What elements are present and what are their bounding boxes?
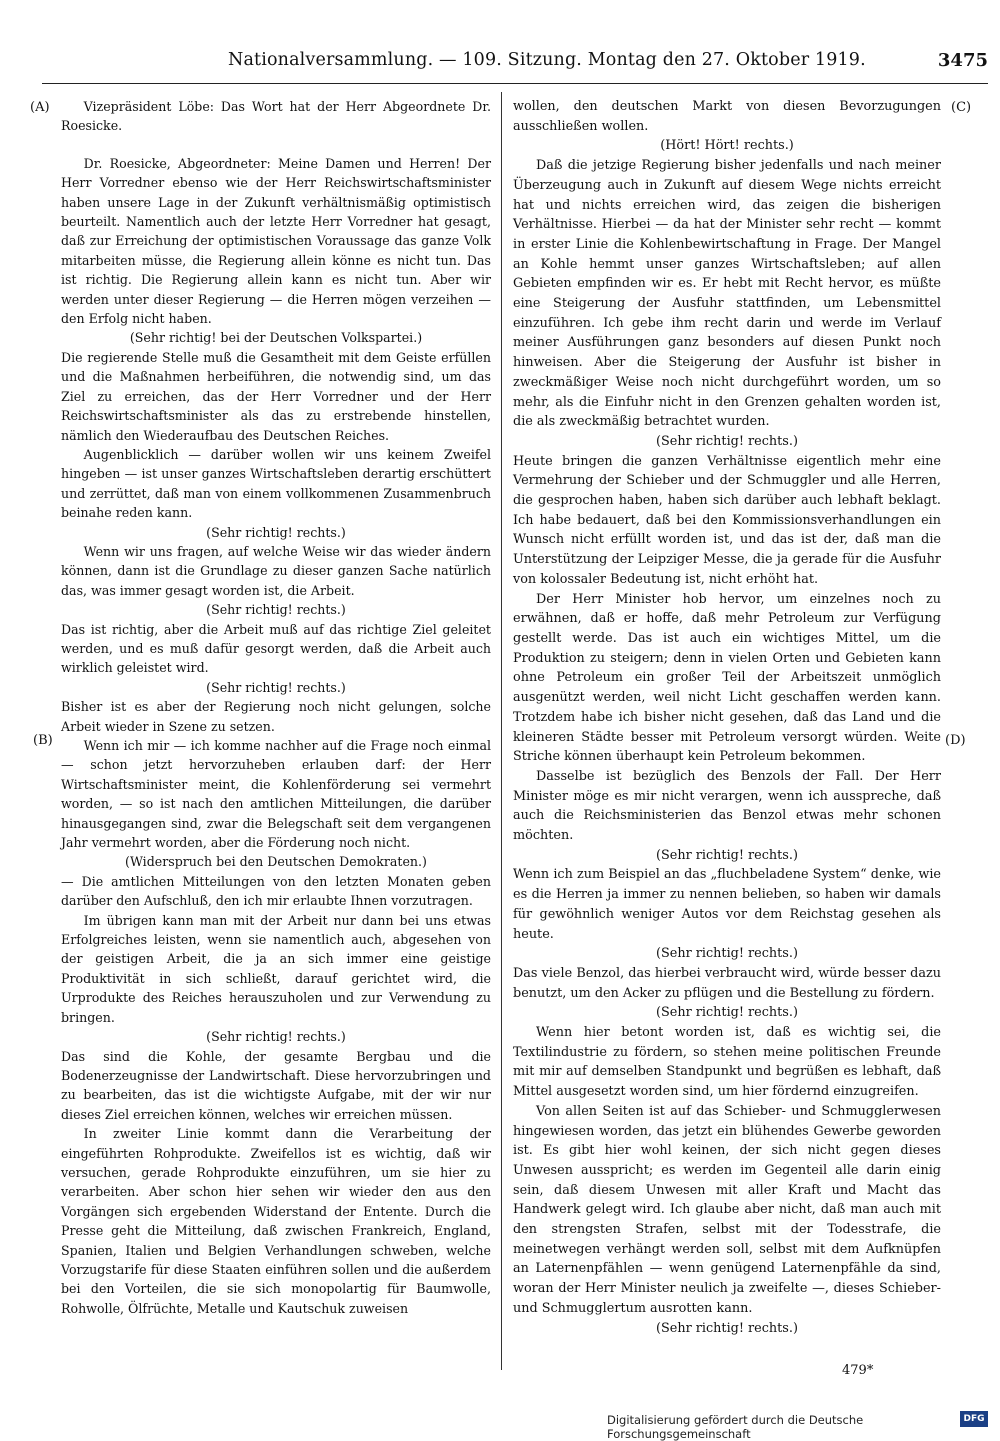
paragraph: Bisher ist es aber der Regierung noch nicht gelungen, solche Arbeit wieder in Szene zu setzen. <box>61 699 491 734</box>
interjection: (Sehr richtig! rechts.) <box>206 679 346 695</box>
interjection: (Hört! Hört! rechts.) <box>660 138 794 154</box>
dfg-logo: DFG <box>960 1411 988 1427</box>
interjection: (Sehr richtig! rechts.) <box>206 1029 346 1045</box>
paragraph: wollen, den deutschen Markt von diesen Bevorzugungen ausschließen wollen. <box>513 99 941 134</box>
paragraph: Augenblicklich — darüber wollen wir uns keinem Zweifel hingeben — ist unser ganzes Wirtschaftsleben derartig erschüttert und zerrüttet, daß man von einem vollkommenen Zusammenbruch beinahe reden kann. <box>61 446 491 521</box>
paragraph: Wenn hier betont worden ist, daß es wichtig sei, die Textilindustrie zu fördern, so stehen meine politischen Freunde mit mir auf demselben Standpunkt und begrüßen es lebhaft, daß Mittel ausgesetzt worden sind, um hier fördernd einzugreifen. <box>513 1025 941 1100</box>
paragraph: Wenn ich zum Beispiel an das „fluchbeladene System“ denke, wie es die Herren ja immer zu nennen belieben, so haben wir damals für gewöhnlich weniger Autos vor dem Reichstag gesehen als heute. <box>513 867 941 942</box>
paragraph: Das viele Benzol, das hierbei verbraucht wird, würde besser dazu benutzt, um den Acker zu pflügen und die Bestellung zu fördern. <box>513 965 941 1001</box>
paragraph: Vizepräsident Löbe: Das Wort hat der Herr Abgeordnete Dr. Roesicke. <box>61 99 491 134</box>
paragraph: Heute bringen die ganzen Verhältnisse eigentlich mehr eine Vermehrung der Schieber und der Schmuggler und alle Herren, die gesprochen haben, haben sich darüber auch lebhaft beklagt. Ich habe bedauert, daß bei den Kommissionsverhandlungen ein Wunsch nicht erfüllt worden ist, und das ist der, daß man die Unterstützung der Leipziger Messe, die ja gerade für die Ausfuhr von kolossaler Bedeutung ist, nicht erhöht hat. <box>513 453 941 587</box>
paragraph: Dasselbe ist bezüglich des Benzols der Fall. Der Herr Minister möge es mir nicht verargen, wenn ich ausspreche, daß auch die Reichsministerien das Benzol etwas mehr schonen möchten. <box>513 768 941 844</box>
paragraph: — Die amtlichen Mitteilungen von den letzten Monaten geben darüber den Aufschluß, den ich mir erlaubte Ihnen vorzutragen. <box>61 873 491 909</box>
paragraph: Daß die jetzige Regierung bisher jedenfalls und nach meiner Überzeugung auch in Zukunft auf diesem Wege nichts erreicht hat und nichts erreichen wird, das zeigen die bisherigen Verhältnisse. Hierbei — da hat der Minister sehr recht — kommt in erster Linie die Kohlenbewirtschaftung in Frage. Der Mangel an Kohle hemmt unser ganzes Wirtschaftsleben; auf allen Gebieten empfinden wir es. Er hebt mit Recht hervor, es müßte eine Steigerung der Ausfuhr stattfinden, um Lebensmittel einzuführen. Ich gebe ihm recht darin und werde im Verlauf meiner Ausführungen ganz besonders auf diesen Punkt noch hinweisen. Aber die Steigerung der Ausfuhr ist bisher in zweckmäßiger Weise noch nicht durchgeführt worden, um so mehr, als die Einfuhr nicht in den Grenzen gehalten worden ist, die als zweckmäßig betrachtet wurden. <box>513 158 941 430</box>
interjection: (Sehr richtig! rechts.) <box>656 847 798 863</box>
paragraph: Wenn wir uns fragen, auf welche Weise wir das wieder ändern können, dann ist die Grundlage zu dieser ganzen Sache natürlich das, was immer gesagt worden ist, die Arbeit. <box>61 543 491 598</box>
margin-mark-c: (C) <box>951 100 972 115</box>
left-column <box>61 97 491 1318</box>
paragraph: Wenn ich mir — ich komme nachher auf die Frage noch einmal — schon jetzt hervorzuheben erlauben darf: der Herr Wirtschaftsminister meint, die Kohlenförderung sei vermehrt worden, — so ist nach den amtlichen Mitteilungen, die darüber hinausgegangen sind, zwar die Belegschaft seit dem vergangenen Jahr vermehrt worden, aber die Förderung noch nicht. <box>61 738 491 851</box>
interjection: (Sehr richtig! bei der Deutschen Volkspartei.) <box>129 330 423 346</box>
page-number: 3475 <box>937 50 988 71</box>
margin-mark-d: (D) <box>945 733 966 748</box>
interjection: (Sehr richtig! rechts.) <box>656 1320 798 1336</box>
interjection: (Sehr richtig! rechts.) <box>206 524 346 540</box>
paragraph: Das sind die Kohle, der gesamte Bergbau und die Bodenerzeugnisse der Landwirtschaft. Diese hervorzubringen und zu bearbeiten, das ist die wichtigste Aufgabe, mit der wir nur dieses Ziel erreichen können, welches wir erreichen müssen. <box>61 1048 491 1122</box>
paragraph: Der Herr Minister hob hervor, um einzelnes noch zu erwähnen, daß er hoffe, daß mehr Petroleum zur Verfügung gestellt werde. Das ist auch ein wichtiges Mittel, um die Produktion zu steigern; denn in vielen Orten und Gebieten kann ohne Petroleum ein großer Teil der Arbeitszeit unmöglich ausgenützt werden, weil nicht Licht geschaffen werden kann. Trotzdem habe ich bisher nicht gesehen, daß das Land und die kleineren Städte besser mit Petroleum versorgt würden. Weite Striche können überhaupt kein Petroleum bekommen. <box>513 591 941 765</box>
column-divider <box>501 92 502 1370</box>
interjection: (Sehr richtig! rechts.) <box>206 602 346 618</box>
page-header <box>228 50 988 76</box>
signature-mark: 479* <box>842 1363 874 1378</box>
right-column <box>513 97 941 1338</box>
interjection: (Widerspruch bei den Deutschen Demokraten.) <box>125 854 427 870</box>
paragraph: Die regierende Stelle muß die Gesamtheit mit dem Geiste erfüllen und die Maßnahmen herbeiführen, die notwendig sind, um das Ziel zu erreichen, das der Herr Vorredner und der Herr Reichswirtschaftsminister als das zu erstrebende hinstellen, nämlich den Wiederaufbau des Deutschen Reiches. <box>61 349 491 443</box>
interjection: (Sehr richtig! rechts.) <box>656 433 798 449</box>
header-rule <box>42 83 988 84</box>
paragraph: Dr. Roesicke, Abgeordneter: Meine Damen und Herren! Der Herr Vorredner ebenso wie der Herr Reichswirtschaftsminister haben unsere Lage in der Zukunft verhältnismäßig optimistisch beurteilt. Namentlich auch der letzte Herr Vorredner hat gesagt, daß zur Erreichung der optimistischen Voraussage das ganze Volk mitarbeiten müsse, die Regierung allein könne es nicht tun. Das ist richtig. Die Regierung allein kann es nicht tun. Aber wir werden unter dieser Regierung — die Herren mögen verzeihen — den Erfolg nicht haben. <box>61 155 491 327</box>
margin-mark-b: (B) <box>33 733 53 748</box>
funding-credit: Digitalisierung gefördert durch die Deutsche Forschungsgemeinschaft <box>607 1413 864 1441</box>
paragraph: Im übrigen kann man mit der Arbeit nur dann bei uns etwas Erfolgreiches leisten, wenn sie namentlich auch, abgesehen von der geistigen Arbeit, die ja an sich immer eine geistige Produktivität in sich schließt, darauf gerichtet wird, die Urprodukte des Reiches herauszuholen und zur Verwendung zu bringen. <box>61 912 491 1025</box>
interjection: (Sehr richtig! rechts.) <box>656 1005 798 1021</box>
paragraph: In zweiter Linie kommt dann die Verarbeitung der eingeführten Rohprodukte. Zweifellos ist es wichtig, daß wir versuchen, gerade Rohprodukte einzuführen, um sie hier zu verarbeiten. Aber schon hier sehen wir wieder den aus den Vorgängen sich ergebenden Widerstand der Entente. Durch die Presse geht die Mitteilung, daß zwischen Frankreich, England, Spanien, Italien und Belgien Verhandlungen schweben, welche Vorzugstarife für diese Staaten einführen sollen und die außerdem bei den Vorteilen, die sie sich monopolartig für Baumwolle, Rohwolle, Ölfrüchte, Metalle und Kautschuk zuweisen <box>61 1126 491 1316</box>
header-title: Nationalversammlung. — 109. Sitzung. Montag den 27. Oktober 1919. <box>228 50 866 70</box>
paragraph: Das ist richtig, aber die Arbeit muß auf das richtige Ziel geleitet werden, und es muß dafür gesorgt werden, daß die Arbeit auch wirklich geleistet wird. <box>61 621 491 676</box>
interjection: (Sehr richtig! rechts.) <box>656 946 798 962</box>
paragraph: Von allen Seiten ist auf das Schieber- und Schmugglerwesen hingewiesen worden, das jetzt ein blühendes Gewerbe geworden ist. Es gibt hier wohl keinen, der sich nicht gegen dieses Unwesen ausspricht; es werden im Gegenteil alle darin einig sein, daß diesem Unwesen mit aller Kraft und Macht das Handwerk gelegt wird. Ich glaube aber nicht, daß man auch mit den strengsten Strafen, selbst mit der Todesstrafe, die meinetwegen verhängt werden soll, selbst mit dem Aufknüpfen an Laternenpfählen — wenn genügend Laternenpfähle da sind, woran der Herr Minister neulich ja zweifelte —, dieses Schieber- und Schmugglertum ausrotten kann. <box>513 1103 941 1316</box>
margin-mark-a: (A) <box>30 100 50 115</box>
